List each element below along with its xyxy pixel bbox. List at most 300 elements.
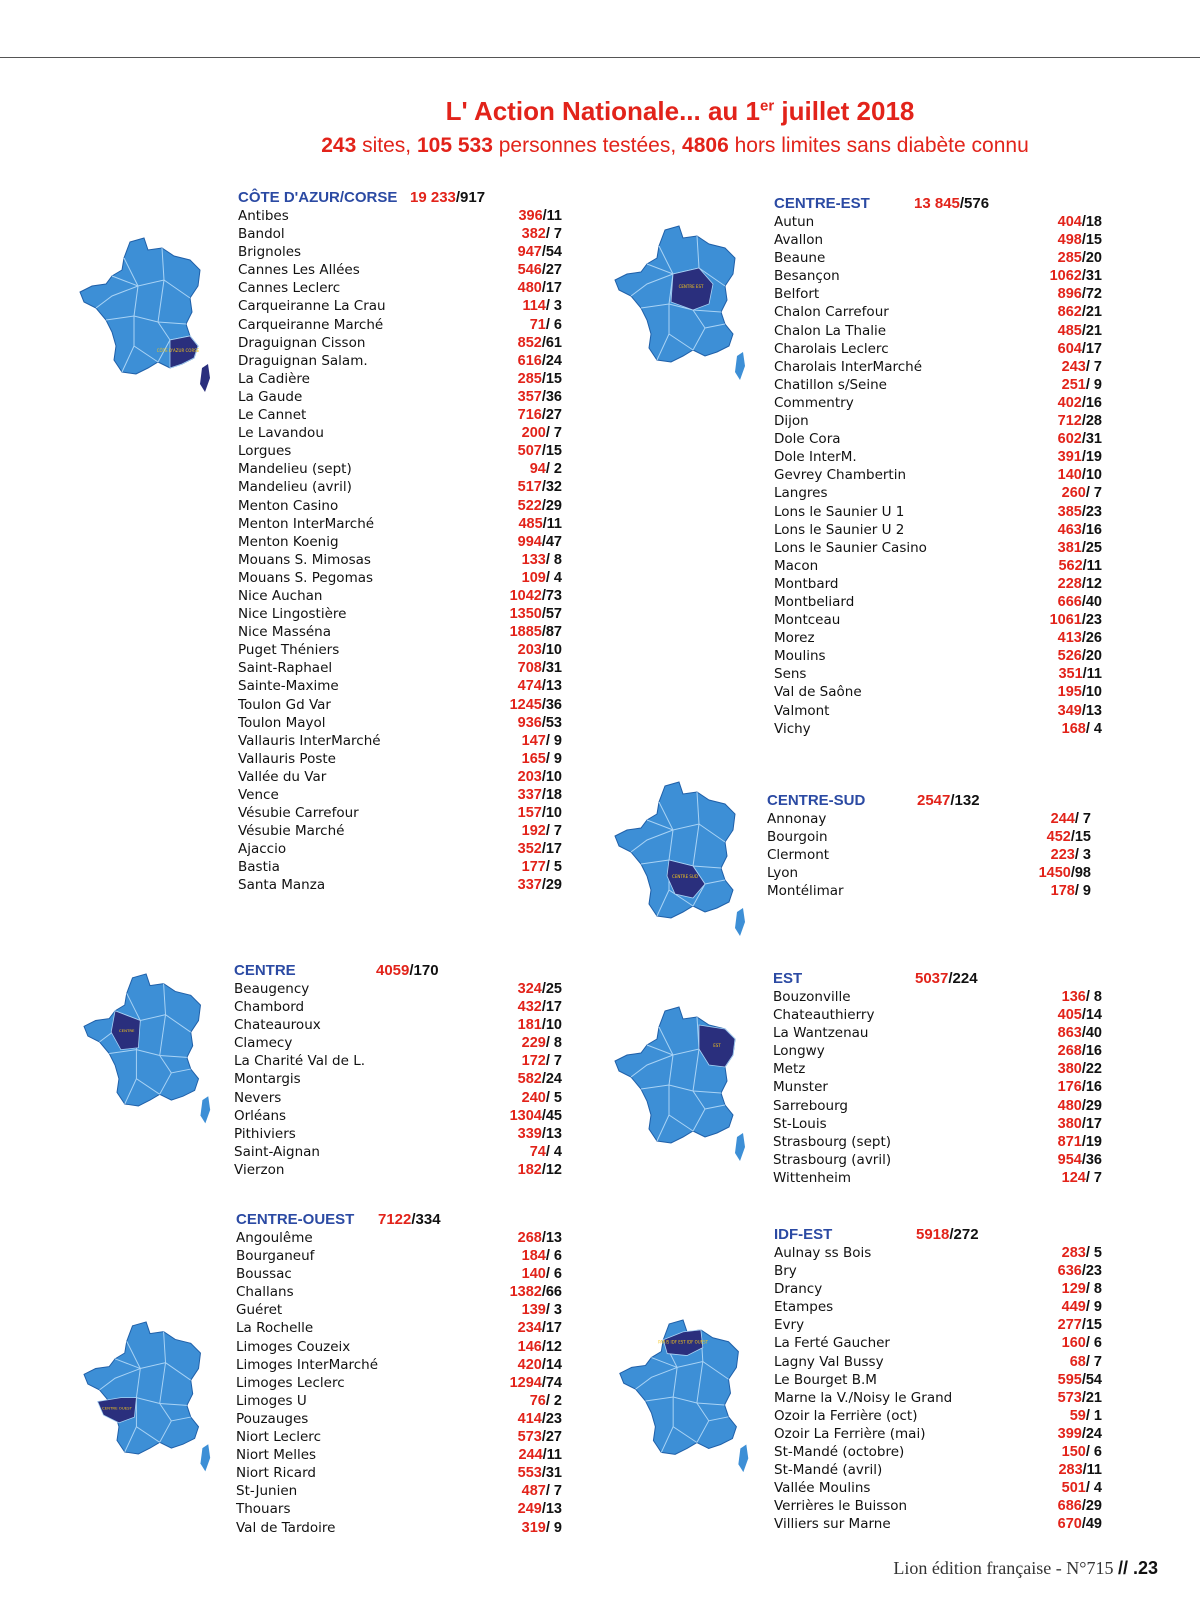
site-row (774, 1354, 1102, 1372)
site-tested: 405 (1057, 1007, 1082, 1024)
site-count (1058, 323, 1102, 339)
site-out-of-range: /23 (1081, 503, 1102, 520)
site-name: Lons le Saunier Casino (774, 539, 927, 556)
site-tested: 396 (518, 208, 543, 224)
region-est (773, 970, 1102, 1188)
site-out-of-range: /11 (1082, 666, 1102, 683)
site-count (510, 697, 562, 713)
site-name: Sens (774, 666, 807, 683)
site-name: Bandol (238, 226, 285, 243)
site-row (773, 1116, 1102, 1134)
region-name: CENTRE-EST (774, 195, 870, 212)
site-out-of-range: /36 (541, 696, 562, 713)
site-out-of-range: / 9 (545, 732, 562, 749)
site-count (1058, 232, 1102, 248)
site-tested: 160 (1061, 1335, 1086, 1352)
site-row (774, 1516, 1102, 1534)
site-count (1062, 485, 1102, 501)
site-out-of-range: / 2 (545, 461, 562, 478)
site-row (238, 823, 562, 841)
site-name: Le Bourget B.M (774, 1371, 877, 1388)
site-name: Limoges Leclerc (236, 1374, 345, 1391)
site-row (238, 877, 562, 895)
site-tested: 708 (517, 660, 542, 677)
site-row (234, 1126, 562, 1144)
site-out-of-range: / 6 (1085, 1444, 1102, 1461)
site-name: Mouans S. Pegomas (238, 569, 374, 586)
map-region-label: EST (713, 1043, 721, 1048)
site-row (774, 1263, 1102, 1281)
site-name: Toulon Mayol (238, 714, 326, 731)
site-out-of-range: / 8 (1085, 989, 1102, 1005)
site-tested: 337 (517, 787, 542, 803)
site-out-of-range: / 4 (1085, 1480, 1102, 1497)
site-count (1050, 268, 1102, 284)
site-name: La Gaude (238, 388, 303, 405)
site-count (1058, 1516, 1102, 1532)
site-out-of-range: / 3 (545, 298, 562, 315)
site-name: Montargis (234, 1071, 301, 1088)
site-row (234, 1162, 562, 1180)
site-name: Mandelieu (sept) (238, 461, 352, 478)
region-cote-azur-corse (238, 189, 562, 896)
site-row (774, 449, 1102, 467)
site-name: Chateauthierry (773, 1007, 875, 1024)
region-name: IDF-EST (774, 1226, 833, 1243)
site-row (236, 1266, 562, 1284)
site-tested: 178 (1050, 883, 1075, 900)
site-name: Carqueiranne La Crau (238, 298, 386, 315)
site-count (518, 1320, 562, 1336)
site-out-of-range: / 7 (545, 1053, 562, 1070)
site-row (774, 522, 1102, 540)
site-tested: 1350 (509, 606, 542, 623)
site-tested: 114 (522, 298, 546, 315)
site-out-of-range: /12 (541, 1338, 562, 1355)
site-row (774, 286, 1102, 304)
site-count (518, 371, 562, 387)
region-total (378, 1211, 441, 1228)
site-name: Limoges U (236, 1392, 307, 1409)
region-total-out: /170 (409, 962, 439, 979)
site-count (518, 999, 562, 1015)
site-name: Nice Lingostière (238, 606, 347, 623)
site-tested: 283 (1058, 1462, 1083, 1479)
site-row (774, 395, 1102, 413)
region-centre-est (774, 195, 1102, 739)
site-tested: 147 (521, 732, 546, 749)
region-total (917, 792, 980, 809)
site-row (236, 1248, 562, 1266)
site-name: Strasbourg (avril) (773, 1151, 892, 1168)
site-name: Clamecy (234, 1035, 293, 1052)
site-count (1058, 666, 1102, 682)
site-count (530, 1144, 562, 1160)
site-count (1058, 286, 1102, 302)
site-count (522, 1302, 562, 1318)
site-row (236, 1411, 562, 1429)
site-row (236, 1393, 562, 1411)
site-row (238, 697, 562, 715)
site-out-of-range: / 3 (545, 1302, 562, 1319)
corsica (200, 1096, 210, 1123)
site-row (774, 540, 1102, 558)
site-out-of-range: /11 (1082, 1462, 1102, 1479)
site-out-of-range: /15 (541, 443, 562, 460)
site-row (774, 1408, 1102, 1426)
site-tested: 133 (521, 551, 546, 568)
region-name: EST (773, 970, 803, 987)
site-out-of-range: /29 (541, 497, 562, 514)
site-count (530, 1393, 562, 1409)
site-count (1062, 359, 1102, 375)
site-out-of-range: /27 (541, 407, 562, 424)
site-name: Nevers (234, 1089, 282, 1106)
site-out-of-range: /21 (1081, 1389, 1102, 1406)
site-count (1058, 1152, 1102, 1168)
site-tested: 573 (1057, 1389, 1082, 1406)
site-name: Bourgoin (767, 829, 828, 846)
site-name: Dole Cora (774, 431, 841, 448)
site-name: Boussac (236, 1266, 292, 1283)
site-tested: 352 (517, 841, 542, 858)
site-name: Pouzauges (236, 1410, 309, 1427)
site-out-of-range: /10 (541, 768, 562, 785)
site-tested: 74 (529, 1143, 546, 1160)
site-tested: 268 (517, 1230, 542, 1246)
site-name: Cannes Leclerc (238, 280, 341, 297)
site-count (510, 1284, 562, 1300)
corsica (735, 1133, 745, 1161)
site-out-of-range: /72 (1081, 286, 1102, 303)
site-out-of-range: /29 (541, 877, 562, 894)
site-count (1070, 1408, 1102, 1424)
site-tested: 176 (1057, 1079, 1082, 1096)
site-out-of-range: /31 (541, 660, 562, 677)
site-out-of-range: /26 (1081, 630, 1102, 647)
site-count (522, 226, 562, 242)
site-tested: 380 (1057, 1061, 1082, 1078)
site-out-of-range: /36 (1081, 1151, 1102, 1168)
france-map-est (608, 1005, 758, 1175)
site-count (522, 1090, 562, 1106)
site-row (238, 552, 562, 570)
site-out-of-range: /20 (1081, 250, 1102, 267)
site-tested: 249 (517, 1501, 542, 1518)
site-tested: 994 (517, 533, 542, 550)
site-name: Lorgues (238, 443, 292, 460)
site-tested: 140 (1057, 467, 1082, 484)
site-tested: 399 (1057, 1425, 1082, 1442)
site-count (1062, 1281, 1102, 1297)
site-name: La Rochelle (236, 1320, 314, 1337)
page-subtitle: 243 sites, 105 533 personnes testées, 4806 hors limites sans diabète connu (321, 134, 1029, 157)
site-count (518, 407, 562, 423)
site-out-of-range: /23 (1081, 1263, 1102, 1280)
site-tested: 337 (517, 877, 542, 894)
site-count (1058, 304, 1102, 320)
site-out-of-range: /19 (1081, 449, 1102, 466)
site-tested: 109 (521, 569, 546, 586)
region-total-out: /224 (948, 970, 978, 987)
site-count (1062, 1299, 1102, 1315)
site-out-of-range: /17 (1081, 1115, 1102, 1132)
site-name: Limoges Couzeix (236, 1338, 351, 1355)
site-count (518, 534, 562, 550)
site-out-of-range: / 7 (1085, 485, 1102, 502)
site-out-of-range: / 6 (545, 1266, 562, 1283)
site-name: Lons le Saunier U 2 (774, 521, 905, 538)
site-name: Montceau (774, 612, 841, 629)
site-row (236, 1447, 562, 1465)
region-header (236, 1211, 562, 1230)
site-tested: 954 (1057, 1151, 1082, 1168)
site-count (518, 981, 562, 997)
map-region-label: CENTRE OUEST (102, 1405, 132, 1411)
site-tested: 1304 (509, 1107, 542, 1124)
france-map-centre-est (608, 224, 758, 394)
site-name: Cannes Les Allées (238, 262, 360, 279)
site-row (236, 1429, 562, 1447)
site-out-of-range: /54 (541, 244, 562, 261)
site-tested: 1885 (509, 624, 542, 641)
site-tested: 485 (518, 515, 543, 532)
site-out-of-range: /25 (541, 981, 562, 997)
site-name: Bry (774, 1263, 797, 1280)
site-out-of-range: /22 (1081, 1061, 1102, 1078)
site-count (518, 280, 562, 296)
site-out-of-range: / 9 (1074, 883, 1091, 900)
site-count (1058, 1025, 1102, 1041)
site-tested: 449 (1061, 1299, 1086, 1316)
site-row (774, 341, 1102, 359)
site-row (773, 1170, 1102, 1188)
site-row (236, 1357, 562, 1375)
site-count (522, 1520, 562, 1536)
region-total-tested: 2547 (917, 792, 951, 809)
region-idf-est (774, 1226, 1102, 1535)
region-header (767, 792, 1091, 811)
site-tested: 94 (529, 461, 546, 478)
site-count (522, 1248, 562, 1264)
site-tested: 150 (1061, 1444, 1086, 1461)
site-tested: 244 (1050, 811, 1075, 827)
site-out-of-range: /15 (1081, 232, 1102, 249)
site-row (236, 1520, 562, 1538)
site-name: Mandelieu (avril) (238, 479, 352, 496)
site-tested: 498 (1057, 232, 1082, 249)
site-name: Niort Ricard (236, 1465, 316, 1482)
site-out-of-range: / 4 (1085, 720, 1102, 737)
site-row (774, 1480, 1102, 1498)
site-name: Beaugency (234, 981, 310, 997)
site-row (774, 1390, 1102, 1408)
site-out-of-range: / 5 (545, 859, 562, 876)
site-tested: 716 (517, 407, 542, 424)
site-row (774, 630, 1102, 648)
site-count (1058, 250, 1102, 266)
site-tested: 595 (1057, 1371, 1082, 1388)
site-out-of-range: /11 (1082, 557, 1102, 574)
site-count (518, 479, 562, 495)
site-name: Mouans S. Mimosas (238, 551, 371, 568)
region-total (915, 970, 978, 987)
site-count (1058, 449, 1102, 465)
site-name: Le Lavandou (238, 425, 324, 442)
map-region-label: CÔTE D'AZUR CORSE (156, 348, 200, 353)
site-name: Carqueiranne Marché (238, 316, 384, 333)
site-count (1058, 1426, 1102, 1442)
site-tested: 636 (1057, 1263, 1082, 1280)
site-name: Toulon Gd Var (238, 696, 331, 713)
site-count (1058, 1263, 1102, 1279)
site-out-of-range: /17 (1081, 340, 1102, 357)
site-tested: 146 (517, 1338, 542, 1355)
page-title: L' Action Nationale... au 1er juillet 2018 (445, 96, 915, 126)
site-row (774, 1498, 1102, 1516)
region-header (238, 189, 562, 208)
site-row (238, 479, 562, 497)
site-name: Autun (774, 214, 815, 230)
site-row (774, 1281, 1102, 1299)
site-name: Puget Théniers (238, 642, 340, 659)
site-out-of-range: /16 (1081, 394, 1102, 411)
site-name: Pithiviers (234, 1125, 296, 1142)
site-row (236, 1320, 562, 1338)
site-count (1051, 883, 1091, 899)
site-out-of-range: /13 (541, 1501, 562, 1518)
map-region-label: CENTRE EST (678, 284, 704, 289)
site-tested: 480 (1057, 1097, 1082, 1114)
site-row (238, 317, 562, 335)
site-count (518, 443, 562, 459)
site-row (238, 280, 562, 298)
site-row (236, 1483, 562, 1501)
site-row (238, 262, 562, 280)
site-row (773, 1007, 1102, 1025)
site-tested: 602 (1057, 431, 1082, 448)
site-tested: 129 (1061, 1281, 1086, 1298)
site-out-of-range: / 7 (545, 823, 562, 840)
site-row (767, 883, 1091, 901)
france-map-idf-est (612, 1318, 762, 1486)
site-tested: 1042 (509, 587, 542, 604)
site-row (774, 1444, 1102, 1462)
site-count (518, 335, 562, 351)
site-name: Menton InterMarché (238, 515, 375, 532)
site-out-of-range: /16 (1081, 521, 1102, 538)
site-count (510, 606, 562, 622)
site-name: Vésubie Carrefour (238, 805, 359, 822)
site-tested: 140 (521, 1266, 546, 1283)
site-name: Vierzon (234, 1161, 285, 1178)
site-out-of-range: /24 (541, 1071, 562, 1088)
site-name: Vallauris InterMarché (238, 732, 381, 749)
site-name: Ajaccio (238, 841, 287, 858)
site-out-of-range: /15 (1070, 829, 1091, 846)
site-count (1062, 1444, 1102, 1460)
site-name: Nice Auchan (238, 587, 323, 604)
site-name: Drancy (774, 1281, 823, 1298)
site-count (518, 642, 562, 658)
site-row (238, 407, 562, 425)
site-name: Chambord (234, 999, 305, 1016)
site-name: Longwy (773, 1043, 825, 1060)
site-tested: 404 (1057, 214, 1082, 230)
site-count (1058, 1007, 1102, 1023)
site-row (774, 504, 1102, 522)
site-name: Ozoir la Ferrière (oct) (774, 1407, 918, 1424)
site-name: Brignoles (238, 244, 302, 261)
site-row (238, 805, 562, 823)
site-count (518, 1357, 562, 1373)
site-name: Macon (774, 557, 819, 574)
site-out-of-range: /74 (541, 1374, 562, 1391)
site-tested: 184 (521, 1248, 546, 1265)
site-tested: 203 (517, 642, 542, 659)
site-tested: 182 (517, 1161, 542, 1178)
site-count (518, 1447, 562, 1463)
region-total-tested: 5037 (915, 970, 949, 987)
site-name: Lons le Saunier U 1 (774, 503, 905, 520)
site-tested: 71 (529, 316, 546, 333)
site-tested: 1245 (509, 696, 542, 713)
site-row (774, 359, 1102, 377)
region-name: CENTRE-OUEST (236, 1211, 355, 1228)
site-row (774, 467, 1102, 485)
site-out-of-range: /23 (541, 1410, 562, 1427)
site-out-of-range: / 6 (1085, 1335, 1102, 1352)
site-tested: 1382 (509, 1284, 542, 1301)
site-row (774, 431, 1102, 449)
site-count (518, 715, 562, 731)
site-name: Challans (236, 1284, 294, 1301)
site-row (774, 1335, 1102, 1353)
corsica (735, 352, 745, 380)
page-footer: Lion édition française - N°715 // .23 (893, 1558, 1158, 1578)
region-total-tested: 7122 (378, 1211, 412, 1228)
site-name: Chatillon s/Seine (774, 376, 887, 393)
site-row (773, 1025, 1102, 1043)
site-row (238, 624, 562, 642)
site-out-of-range: /24 (541, 352, 562, 369)
site-row (238, 715, 562, 733)
site-row (774, 413, 1102, 431)
site-out-of-range: / 6 (545, 316, 562, 333)
site-row (774, 1299, 1102, 1317)
site-out-of-range: /10 (1081, 467, 1102, 484)
site-row (767, 847, 1091, 865)
site-name: Santa Manza (238, 877, 326, 894)
site-name: Lyon (767, 865, 799, 882)
site-count (522, 1053, 562, 1069)
site-name: Beaune (774, 250, 826, 267)
site-count (1058, 703, 1102, 719)
site-name: Vallée Moulins (774, 1480, 871, 1497)
site-name: Montbard (774, 575, 839, 592)
site-count (510, 1108, 562, 1124)
site-name: St-Louis (773, 1115, 827, 1132)
site-out-of-range: /24 (1081, 1425, 1102, 1442)
site-tested: 381 (1057, 539, 1082, 556)
site-count (522, 1266, 562, 1282)
region-centre-sud (767, 792, 1091, 901)
site-out-of-range: /57 (541, 606, 562, 623)
site-name: Etampes (774, 1299, 834, 1316)
site-count (1058, 1116, 1102, 1132)
site-count (510, 588, 562, 604)
site-name: Munster (773, 1079, 828, 1096)
